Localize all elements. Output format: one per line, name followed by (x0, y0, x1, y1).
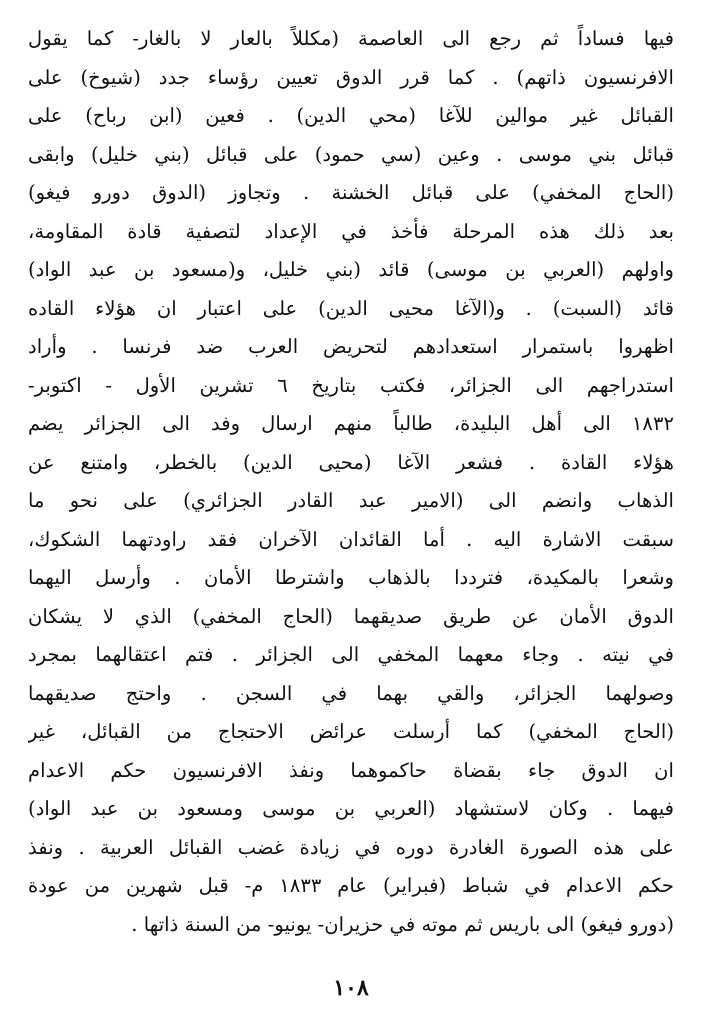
text-line-13: الذهاب وانضم الى (الامير عبد القادر الجزائري) على نحو ما (28, 489, 674, 512)
body-text (28, 20, 674, 944)
text-line-12: هؤلاء القادة . فشعر الآغا (محيى الدين) بالخطر، وامتنع عن (28, 450, 674, 474)
text-line-23: حكم الاعدام في شباط (فبراير) عام ١٨٣٣ م- قبل شهرين من عودة (28, 874, 674, 897)
text-line-24: (دورو فيغو) الى باريس ثم موته في حزيران- يونيو- من السنة ذاتها . (131, 912, 674, 936)
text-line-4: قبائل بني موسى . وعين (سي حمود) على قبائل (بني خليل) وابقى (28, 142, 674, 166)
text-line-22: على هذه الصورة الغادرة دوره في زيادة غضب القبائل العربية . ونفذ (28, 835, 674, 859)
text-line-5: (الحاج المخفي) على قبائل الخشنة . وتجاوز (الدوق دورو فيغو) (28, 181, 674, 204)
text-line-3: القبائل غير موالين للآغا (محي الدين) . فعين (ابن رباح) على (28, 104, 674, 127)
text-line-2: الافرنسيون ذاتهم) . كما قرر الدوق تعيين رؤساء جدد (شيوخ) على (28, 65, 674, 89)
page-number: ١٠٨ (333, 975, 369, 1001)
text-line-14: سبقت الاشارة اليه . أما القائدان الآخران فقد راودتهما الشكوك، (28, 527, 674, 551)
text-line-1: فيها فساداً ثم رجع الى العاصمة (مكللاً بالعار لا بالغار- كما يقول (28, 27, 674, 50)
text-line-19: (الحاج المخفي) كما أرسلت عرائض الاحتجاج من القبائل، غير (28, 720, 674, 743)
text-line-10: استدراجهم الى الجزائر، فكتب بتاريخ ٦ تشرين الأول - اكتوبر- (28, 373, 674, 397)
text-line-16: الدوق الأمان عن طريق صديقهما (الحاج المخفي) الذي لا يشكان (28, 604, 674, 628)
text-line-20: ان الدوق جاء بقضاة حاكموهما ونفذ الافرنسيون حكم الاعدام (28, 758, 674, 782)
text-line-15: وشعرا بالمكيدة، فترددا بالذهاب واشترطا الأمان . وأرسل اليهما (28, 566, 674, 589)
text-line-18: وصولهما الجزائر، والقي بهما في السجن . واحتج صديقهما (28, 681, 674, 705)
text-line-17: في نيته . وجاء معهما المخفي الى الجزائر . فتم اعتقالهما بمجرد (28, 643, 674, 666)
text-line-7: واولهم (العربي بن موسى) قائد (بني خليل، و(مسعود بن عبد الواد) (28, 258, 674, 281)
text-line-9: اظهروا باستمرار استعدادهم لتحريض العرب ضد فرنسا . وأراد (28, 335, 674, 358)
text-line-6: بعد ذلك هذه المرحلة فأخذ في الإعداد لتصفية قادة المقاومة، (28, 219, 674, 243)
text-line-21: فيهما . وكان لاستشهاد (العربي بن موسى ومسعود بن عبد الواد) (28, 797, 674, 820)
text-line-11: ١٨٣٢ الى أهل البليدة، طالباً منهم ارسال وفد الى الجزائر يضم (28, 412, 674, 435)
text-line-8: قائد (السبت) . و(الآغا محيى الدين) على اعتبار ان هؤلاء القاده (28, 296, 674, 320)
